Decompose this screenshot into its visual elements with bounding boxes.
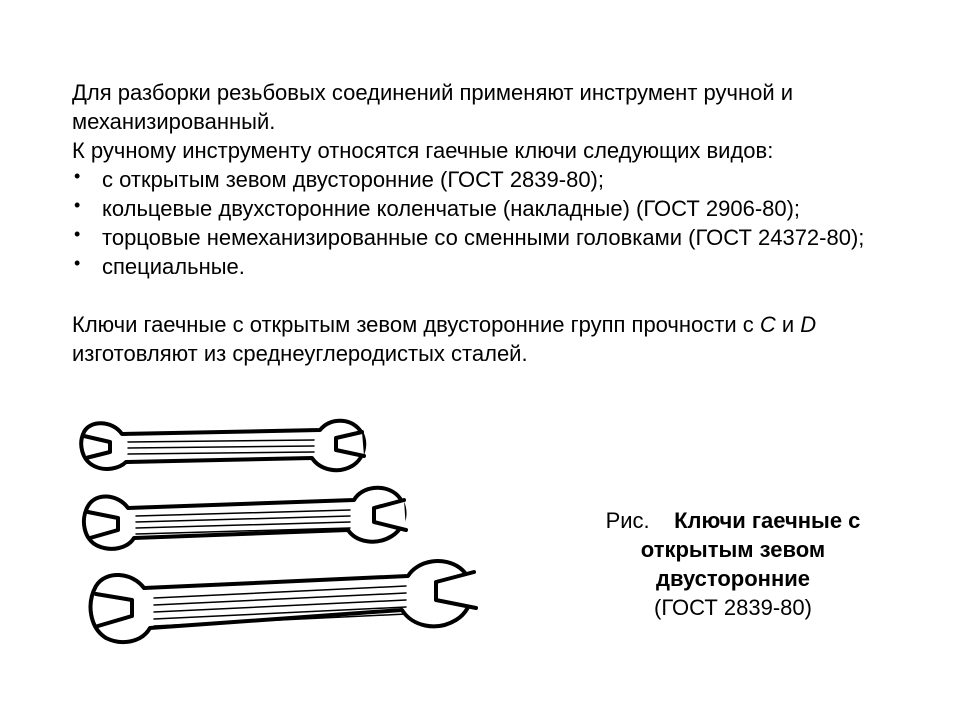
list-item (72, 252, 902, 281)
list-item-text: с открытым зевом двусторонние (ГОСТ 2839-80); (102, 167, 604, 192)
bullet-icon: • (74, 166, 81, 186)
intro-list-lead: К ручному инструменту относятся гаечные ключи следующих видов: (72, 138, 774, 163)
wrenches-figure (62, 412, 502, 682)
spacer (72, 281, 902, 310)
bullet-icon: • (74, 253, 81, 273)
wrench-types-list (72, 165, 902, 281)
list-item (72, 194, 902, 223)
list-item-text: кольцевые двухсторонние коленчатые (накладные) (ГОСТ 2906-80); (102, 196, 801, 221)
bullet-icon: • (74, 224, 81, 244)
list-item (72, 223, 902, 252)
figure-caption (588, 506, 878, 622)
text-block (72, 78, 902, 368)
strength-group-d: D (800, 312, 817, 337)
caption-gost: (ГОСТ 2839-80) (654, 595, 812, 620)
wrench-small-icon (81, 421, 364, 470)
wrench-large-icon (91, 561, 476, 642)
steel-text-and: и (775, 312, 801, 337)
steel-text-part2: изготовляют из среднеуглеродистых сталей. (72, 341, 528, 366)
strength-group-c: C (759, 312, 776, 337)
wrench-medium-icon (84, 488, 406, 549)
list-item-text: торцовые немеханизированные со сменными головками (ГОСТ 24372-80); (102, 225, 865, 250)
caption-line (588, 506, 878, 593)
wrenches-illustration-icon (62, 412, 502, 682)
caption-prefix: Рис. (605, 508, 650, 533)
bullet-icon: • (74, 195, 81, 215)
caption-title: Ключи гаечные с открытым зевом двусторонние (640, 508, 861, 591)
list-item-text: специальные. (102, 254, 245, 279)
list-item (72, 165, 902, 194)
intro-paragraph: Для разборки резьбовых соединений применяют инструмент ручной и механизированный. (72, 80, 794, 134)
steel-text-part1: Ключи гаечные с открытым зевом двусторонние групп прочности с (72, 312, 760, 337)
steel-paragraph (72, 310, 902, 368)
